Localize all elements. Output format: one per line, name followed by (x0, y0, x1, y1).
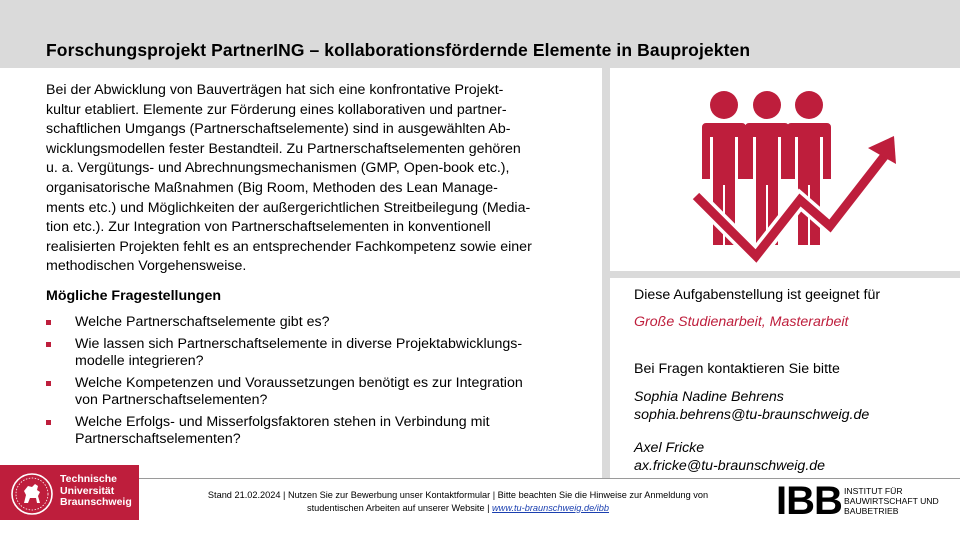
tu-name: Technische Universität Braunschweig (60, 473, 132, 508)
intro-line: realisierten Projekten fehlt es an entsprechender Fachkompetenz sowie einer (46, 238, 532, 255)
suitable-value: Große Studienarbeit, Masterarbeit (634, 314, 849, 330)
intro-line: organisatorische Maßnahmen (Big Room, Methoden des Lean Manage- (46, 179, 498, 196)
intro-line: wicklungsmodellen fester Bestandteil. Zu Partnerschaftselementen gehören (46, 140, 521, 157)
suitable-label: Diese Aufgabenstellung ist geeignet für (634, 287, 881, 303)
questions-heading: Mögliche Fragestellungen (46, 288, 222, 304)
contact-name: Sophia Nadine Behrens (634, 389, 784, 405)
contact-name: Axel Fricke (634, 440, 705, 456)
list-item: Welche Kompetenzen und Voraussetzungen benötigt es zur Integration von Partnerschaftselementen? (46, 375, 596, 410)
intro-text (46, 81, 596, 277)
footer-text: Stand 21.02.2024 | Nutzen Sie zur Bewerbung unser Kontaktformular | Bitte beachten Sie die Hinweise zur Anmeldung von studentischen Arbeiten auf unserer Website | www.tu-braunschweig.de/ibb (207, 490, 709, 513)
bullet-icon (46, 420, 51, 425)
intro-line: Bei der Abwicklung von Bauverträgen hat sich eine konfrontative Projekt- (46, 82, 504, 98)
list-item: Welche Erfolgs- und Misserfolgsfaktoren stehen in Verbindung mit Partnerschaftselementen? (46, 414, 596, 449)
list-item: Wie lassen sich Partnerschaftselemente in diverse Projektabwicklungs- modelle integrieren? (46, 336, 596, 371)
intro-line: u. a. Vergütungs- und Abrechnungsmechanismen (GMP, Open-book etc.), (46, 160, 510, 177)
ibb-institute-name: INSTITUT FÜR BAUWIRTSCHAFT UND BAUBETRIEB (844, 486, 939, 516)
contact-email[interactable]: ax.fricke@tu-braunschweig.de (634, 458, 826, 474)
bullet-icon (46, 320, 51, 325)
intro-line: schaftlichen Umgangs (Partnerschaftselemente) sind in ausgewählten Ab- (46, 121, 511, 138)
list-item: Welche Partnerschaftselemente gibt es? (46, 314, 596, 332)
ibb-website-link[interactable]: www.tu-braunschweig.de/ibb (492, 502, 609, 513)
ibb-logo: IBB (776, 479, 842, 523)
contact-label: Bei Fragen kontaktieren Sie bitte (634, 361, 840, 377)
intro-line: tion etc.). Zur Integration von Partnerschaftselementen in konventionell (46, 219, 491, 236)
people-growth-arrow-icon (610, 68, 960, 271)
contact-email[interactable]: sophia.behrens@tu-braunschweig.de (634, 407, 870, 423)
intro-line: methodischen Vorgehensweise. (46, 258, 247, 275)
intro-line: ments etc.) und Möglichkeiten der außergerichtlichen Streitbeilegung (Media- (46, 199, 531, 216)
lion-seal-icon (10, 472, 54, 516)
bullet-icon (46, 381, 51, 386)
bullet-icon (46, 342, 51, 347)
intro-line: kultur etabliert. Elemente zur Förderung eines kollaborativen und partner- (46, 101, 507, 118)
illustration-box (610, 68, 960, 271)
questions-list (46, 314, 596, 453)
page-title: Forschungsprojekt PartnerING – kollaborationsfördernde Elemente in Bauprojekten (46, 40, 751, 60)
